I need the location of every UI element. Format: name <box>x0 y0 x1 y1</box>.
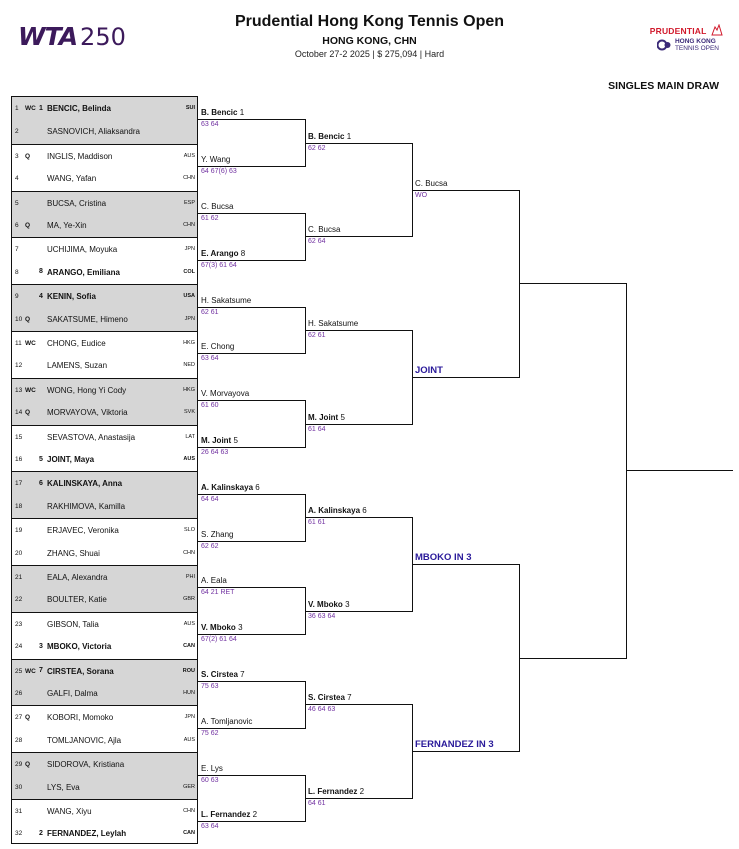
winner-name-text: B. Bencic <box>308 131 345 141</box>
match-score: 63 64 <box>201 121 219 129</box>
draw-row <box>12 448 197 471</box>
draw-row <box>12 635 197 658</box>
winner-name-text: A. Kalinskaya <box>308 506 361 516</box>
winner-name-text: S. Zhang <box>201 529 234 539</box>
match-score: WO <box>415 191 428 199</box>
draw-position: 30 <box>15 783 23 791</box>
match-score: 62 62 <box>201 542 219 550</box>
winner-seed: 5 <box>233 436 238 445</box>
seed-number: 2 <box>39 829 43 837</box>
draw-position: 13 <box>15 386 23 394</box>
winner-name <box>201 296 251 305</box>
draw-position: 7 <box>15 246 19 254</box>
draw-position: 16 <box>15 456 23 463</box>
draw-position: 21 <box>15 574 23 581</box>
winner-name-text: C. Bucsa <box>415 178 448 188</box>
draw-row <box>12 518 197 541</box>
quarterfinal-line <box>305 143 412 144</box>
winner-name <box>201 670 245 679</box>
draw-row <box>12 565 197 588</box>
draw-position: 12 <box>15 362 23 370</box>
champion-line <box>626 470 733 471</box>
draw-table <box>11 96 198 844</box>
round2-line <box>198 587 305 588</box>
country-code: CAN <box>183 643 195 650</box>
tournament-info: October 27-2 2025 | $ 275,094 | Hard <box>294 49 445 59</box>
winner-name <box>308 225 340 234</box>
rock-icon <box>711 24 723 36</box>
round2-line <box>198 119 305 120</box>
draw-position: 4 <box>15 175 19 183</box>
player-name: JOINT, Maya <box>47 455 95 464</box>
player-name: FERNANDEZ, Leylah <box>47 829 127 839</box>
event-logo-line1: HONG KONG <box>674 38 716 45</box>
winner-seed: 1 <box>239 108 245 118</box>
entry-status: Q <box>25 714 31 722</box>
winner-name-text: B. Bencic <box>201 108 238 118</box>
draw-position: 18 <box>15 502 23 510</box>
winner-seed: 7 <box>240 670 245 679</box>
draw-position: 29 <box>15 761 23 769</box>
winner-name-text: S. Cirstea <box>201 670 238 679</box>
winner-name-text: S. Cirstea <box>308 693 345 703</box>
match-score: 61 62 <box>201 215 219 222</box>
player-name: LAMENS, Suzan <box>47 361 108 371</box>
player-name: SIDOROVA, Kristiana <box>47 760 125 770</box>
country-code: CHN <box>183 222 195 228</box>
player-name: SASNOVICH, Aliaksandra <box>47 127 140 137</box>
match-score: 64 67(6) 63 <box>201 168 237 176</box>
winner-name <box>201 436 238 445</box>
draw-row <box>12 425 197 448</box>
entry-status: Q <box>25 315 31 323</box>
draw-position: 2 <box>15 128 19 136</box>
draw-position: 27 <box>15 714 23 722</box>
player-name: ARANGO, Emiliana <box>47 267 120 277</box>
winner-name <box>308 600 350 609</box>
winner-name-text: E. Chong <box>201 342 235 352</box>
country-code: AUS <box>183 620 195 627</box>
draw-position: 8 <box>15 268 19 276</box>
result-annotation: FERNANDEZ IN 3 <box>415 739 494 751</box>
match-score: 67(2) 61 64 <box>201 636 237 644</box>
draw-row <box>12 776 197 799</box>
entry-status: WC <box>25 667 36 675</box>
country-code: CHN <box>183 175 195 182</box>
country-code: AUS <box>183 736 195 743</box>
winner-seed: 6 <box>362 506 367 516</box>
winner-name <box>308 413 345 422</box>
draw-row <box>12 729 197 752</box>
player-name: BOULTER, Katie <box>47 595 107 605</box>
match-score: 61 64 <box>308 425 326 433</box>
player-name: WANG, Yafan <box>47 174 97 184</box>
winner-name <box>201 389 249 398</box>
draw-position: 19 <box>15 527 23 535</box>
match-score: 75 63 <box>201 683 219 690</box>
seed-number: 1 <box>39 104 43 112</box>
entry-status: WC <box>25 105 36 112</box>
player-name: KALINSKAYA, Anna <box>47 479 123 489</box>
round2-line <box>198 166 305 167</box>
match-score: 63 64 <box>201 823 219 831</box>
match-score: 67(3) 61 64 <box>201 261 237 269</box>
winner-name <box>201 764 223 773</box>
entry-status: WC <box>25 340 36 347</box>
quarterfinal-line <box>305 330 412 331</box>
draw-position: 20 <box>15 549 23 557</box>
player-name: INGLIS, Maddison <box>47 151 113 161</box>
final-line <box>519 658 626 659</box>
draw-row <box>12 401 197 424</box>
hong-kong-tennis-open-logo <box>657 38 719 52</box>
draw-position: 15 <box>15 433 23 441</box>
country-code: CAN <box>183 830 195 837</box>
winner-seed: 7 <box>347 693 352 703</box>
player-name: ZHANG, Shuai <box>47 548 100 558</box>
seed-number: 6 <box>39 479 43 487</box>
draw-row <box>12 682 197 705</box>
winner-name <box>201 530 233 539</box>
player-name: MA, Ye-Xin <box>47 221 87 230</box>
winner-name-text: L. Fernandez <box>201 810 251 820</box>
winner-seed: 1 <box>346 131 352 141</box>
draw-row <box>12 495 197 518</box>
winner-name <box>201 108 244 117</box>
quarterfinal-line <box>305 424 412 425</box>
round2-line <box>198 681 305 682</box>
winner-name-text: A. Tomljanovic <box>201 716 253 726</box>
winner-name-text: L. Fernandez <box>308 787 358 796</box>
draw-position: 11 <box>15 340 22 347</box>
player-name: WANG, Xiyu <box>47 807 92 816</box>
draw-position: 1 <box>15 105 19 112</box>
country-code: LAT <box>185 433 195 440</box>
match-score: 46 64 63 <box>308 706 336 714</box>
entry-status: Q <box>25 222 31 229</box>
country-code: PHI <box>185 574 195 580</box>
player-name: BUCSA, Cristina <box>47 198 107 208</box>
country-code: SVK <box>183 409 195 416</box>
quarterfinal-line <box>305 611 412 612</box>
country-code: NED <box>183 362 195 369</box>
winner-name-text: H. Sakatsume <box>308 319 359 328</box>
draw-row <box>12 822 197 845</box>
match-score: 64 61 <box>308 800 326 807</box>
winner-name <box>201 810 257 819</box>
draw-row <box>12 588 197 611</box>
winner-name-text: A. Eala <box>201 576 227 586</box>
player-name: ERJAVEC, Veronika <box>47 526 119 536</box>
country-code: COL <box>183 268 195 275</box>
winner-name-text: V. Morvayova <box>201 389 250 399</box>
semifinal-line <box>412 190 519 191</box>
match-score: 26 64 63 <box>201 449 229 456</box>
winner-name <box>308 693 352 702</box>
entry-status: WC <box>25 386 36 394</box>
round2-line <box>198 353 305 354</box>
draw-row <box>12 471 197 494</box>
draw-row <box>12 705 197 728</box>
winner-name <box>308 787 364 796</box>
country-code: ESP <box>183 199 195 206</box>
winner-name <box>201 483 260 492</box>
winner-name <box>201 155 230 164</box>
semifinal-line <box>412 564 519 565</box>
winner-name-text: V. Mboko <box>201 623 236 633</box>
draw-row <box>12 284 197 307</box>
winner-seed: 6 <box>255 482 260 492</box>
draw-position: 32 <box>15 830 23 838</box>
round2-line <box>198 260 305 261</box>
draw-row <box>12 214 197 237</box>
match-score: 62 61 <box>201 308 219 316</box>
country-code: SLO <box>183 527 195 534</box>
winner-name <box>308 506 367 515</box>
winner-seed: 2 <box>252 810 258 820</box>
draw-row <box>12 378 197 401</box>
quarterfinal-line <box>305 236 412 237</box>
winner-seed: 8 <box>240 248 246 258</box>
seed-number: 5 <box>39 455 43 463</box>
event-logo-line2: TENNIS OPEN <box>674 45 719 52</box>
round2-line <box>198 447 305 448</box>
winner-name-text: M. Joint <box>201 436 232 445</box>
draw-row <box>12 542 197 565</box>
entry-status: Q <box>25 761 31 769</box>
draw-row <box>12 354 197 377</box>
winner-name-text: E. Arango <box>201 248 239 258</box>
draw-position: 22 <box>15 596 23 604</box>
winner-name-text: Y. Wang <box>201 155 231 165</box>
country-code: JPN <box>184 714 195 721</box>
draw-row <box>12 612 197 635</box>
draw-row <box>12 167 197 190</box>
round2-line <box>198 821 305 822</box>
draw-position: 17 <box>15 480 23 488</box>
draw-position: 28 <box>15 736 23 744</box>
draw-row <box>12 799 197 822</box>
seed-number: 7 <box>39 667 43 675</box>
winner-name <box>201 342 234 351</box>
winner-name <box>201 202 233 211</box>
quarterfinal-line <box>305 798 412 799</box>
draw-title: SINGLES MAIN DRAW <box>608 80 719 92</box>
result-annotation: JOINT <box>415 364 443 376</box>
draw-row <box>12 331 197 354</box>
player-name: UCHIJIMA, Moyuka <box>47 245 118 255</box>
winner-seed: 3 <box>238 623 243 633</box>
country-code: ROU <box>182 667 195 674</box>
draw-position: 23 <box>15 620 23 628</box>
match-score: 61 60 <box>201 402 219 410</box>
draw-position: 31 <box>15 808 23 815</box>
tournament-location: HONG KONG, CHN <box>322 35 417 47</box>
semifinal-line <box>412 377 519 378</box>
player-name: MBOKO, Victoria <box>47 642 112 652</box>
quarterfinal-line <box>305 517 412 518</box>
draw-row <box>12 144 197 167</box>
winner-name <box>201 576 227 585</box>
draw-row <box>12 97 197 120</box>
player-name: TOMLJANOVIC, Ajla <box>47 735 122 745</box>
match-score: 64 21 RET <box>201 589 235 597</box>
country-code: AUS <box>183 152 195 159</box>
wta-tier-text: 250 <box>80 23 126 51</box>
winner-name-text: C. Bucsa <box>201 202 234 211</box>
player-name: KOBORI, Momoko <box>47 713 114 723</box>
semifinal-line <box>412 751 519 752</box>
draw-position: 9 <box>15 293 19 301</box>
winner-name-text: V. Mboko <box>308 599 343 609</box>
sponsor-name: PRUDENTIAL <box>649 26 707 36</box>
player-name: RAKHIMOVA, Kamilla <box>47 501 126 511</box>
player-name: KENIN, Sofia <box>47 292 96 302</box>
player-name: GIBSON, Talia <box>47 619 99 629</box>
draw-position: 26 <box>15 690 23 697</box>
player-name: MORVAYOVA, Viktoria <box>47 408 128 418</box>
draw-row <box>12 752 197 775</box>
country-code: USA <box>183 293 195 300</box>
match-score: 75 62 <box>201 729 219 737</box>
match-score: 36 63 64 <box>308 612 336 620</box>
match-score: 62 64 <box>308 238 326 246</box>
winner-name-text: C. Bucsa <box>308 225 341 235</box>
round2-line <box>198 307 305 308</box>
country-code: HKG <box>183 340 195 346</box>
seed-number: 3 <box>39 642 43 650</box>
winner-name <box>201 717 252 726</box>
round2-line <box>198 494 305 495</box>
draw-position: 24 <box>15 643 23 651</box>
country-code: HKG <box>183 386 195 393</box>
draw-row <box>12 659 197 682</box>
winner-name <box>308 319 358 328</box>
player-name: SAKATSUME, Himeno <box>47 314 128 324</box>
draw-position: 14 <box>15 409 23 417</box>
winner-name <box>201 623 243 632</box>
draw-row <box>12 191 197 214</box>
player-name: BENCIC, Belinda <box>47 104 112 113</box>
draw-position: 10 <box>15 315 23 323</box>
winner-seed: 2 <box>359 787 365 796</box>
winner-name-text: E. Lys <box>201 763 223 773</box>
winner-name-text: A. Kalinskaya <box>201 482 254 492</box>
draw-row <box>12 120 197 143</box>
country-code: JPN <box>184 246 195 253</box>
tournament-title: Prudential Hong Kong Tennis Open <box>234 13 505 30</box>
draw-position: 6 <box>15 222 19 229</box>
player-name: EALA, Alexandra <box>47 573 108 582</box>
country-code: CHN <box>183 549 195 556</box>
match-score: 60 63 <box>201 776 219 784</box>
winner-name <box>201 249 245 258</box>
draw-row <box>12 261 197 284</box>
player-name: SEVASTOVA, Anastasija <box>47 432 136 442</box>
country-code: HUN <box>183 690 195 696</box>
quarterfinal-line <box>305 704 412 705</box>
round2-line <box>198 634 305 635</box>
country-code: GER <box>183 783 195 790</box>
country-code: JPN <box>184 315 195 322</box>
country-code: AUS <box>183 456 195 462</box>
draw-position: 25 <box>15 667 23 675</box>
seed-number: 8 <box>39 268 43 276</box>
wta-logo-text: WTA <box>18 22 78 51</box>
winner-seed: 3 <box>345 599 350 609</box>
match-score: 64 64 <box>201 495 219 503</box>
round2-line <box>198 400 305 401</box>
result-annotation: MBOKO IN 3 <box>415 552 472 563</box>
match-score: 62 62 <box>308 144 326 152</box>
winner-name-text: M. Joint <box>308 412 339 422</box>
entry-status: Q <box>25 152 31 160</box>
prudential-logo <box>650 21 723 39</box>
winner-name <box>415 179 447 188</box>
round2-line <box>198 728 305 729</box>
winner-seed: 5 <box>340 412 345 422</box>
player-name: WONG, Hong Yi Cody <box>47 385 127 395</box>
player-name: GALFI, Dalma <box>47 689 98 698</box>
draw-position: 3 <box>15 152 19 160</box>
entry-status: Q <box>25 409 31 417</box>
round2-line <box>198 213 305 214</box>
round2-line <box>198 775 305 776</box>
draw-row <box>12 308 197 331</box>
round2-line <box>198 541 305 542</box>
match-score: 62 61 <box>308 332 326 339</box>
final-line <box>519 283 626 284</box>
draw-position: 5 <box>15 199 19 207</box>
player-name: CIRSTEA, Sorana <box>47 666 114 676</box>
winner-name <box>308 132 351 141</box>
winner-name-text: H. Sakatsume <box>201 295 252 305</box>
seed-number: 4 <box>39 292 43 300</box>
match-score: 63 64 <box>201 355 219 363</box>
event-logo-icon <box>657 39 671 51</box>
country-code: SUI <box>185 105 195 111</box>
player-name: LYS, Eva <box>47 782 80 792</box>
draw-row <box>12 237 197 260</box>
match-score: 61 61 <box>308 519 326 527</box>
country-code: GBR <box>183 596 195 603</box>
country-code: CHN <box>183 808 195 814</box>
player-name: CHONG, Eudice <box>47 339 106 348</box>
